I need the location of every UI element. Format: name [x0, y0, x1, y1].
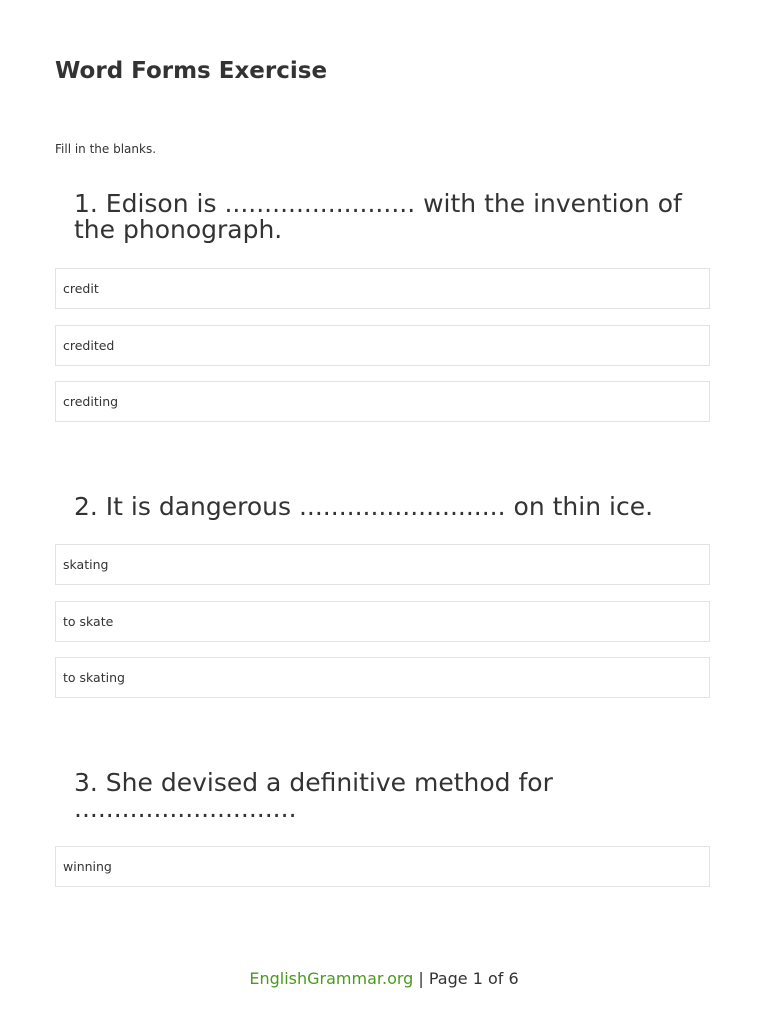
question-2-option-to-skate[interactable]: to skate: [55, 601, 710, 642]
question-2-option-to-skating[interactable]: to skating: [55, 657, 710, 698]
footer-site-link[interactable]: EnglishGrammar.org: [249, 969, 414, 988]
question-1-option-crediting[interactable]: crediting: [55, 381, 710, 422]
question-3-text: 3. She devised a definitive method for ............................: [74, 768, 553, 823]
page-footer: [0, 968, 768, 990]
page-title: Word Forms Exercise: [55, 58, 328, 84]
question-1-text: 1. Edison is ........................ with the invention of the phonograph.: [74, 189, 682, 244]
question-3-option-winning[interactable]: winning: [55, 846, 710, 887]
footer-separator: |: [413, 969, 429, 988]
footer-page-number: Page 1 of 6: [428, 969, 519, 988]
question-2-option-skating[interactable]: skating: [55, 544, 710, 585]
question-2-text: 2. It is dangerous .......................... on thin ice.: [74, 492, 654, 521]
question-1-option-credited[interactable]: credited: [55, 325, 710, 366]
question-1-option-credit[interactable]: credit: [55, 268, 710, 309]
instructions-text: Fill in the blanks.: [55, 142, 157, 156]
